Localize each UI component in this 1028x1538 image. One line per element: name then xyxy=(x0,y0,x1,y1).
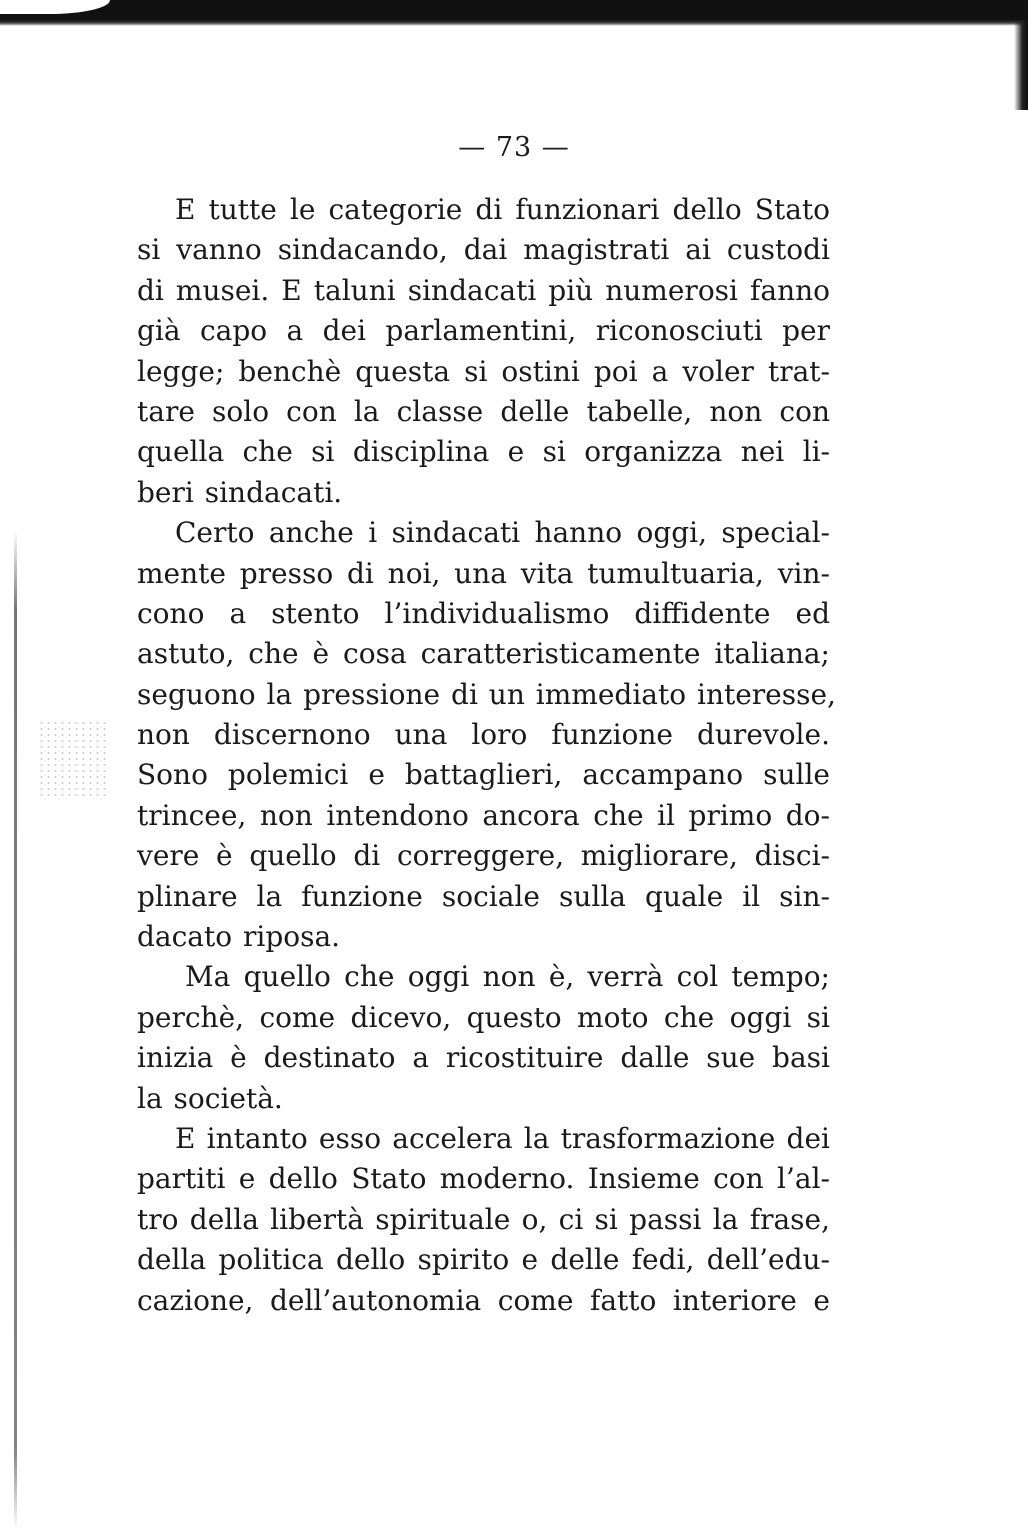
text-line: E tutte le categorie di funzionari dello Stato xyxy=(175,193,830,226)
text-line: cono a stento l’individualismo diffidente ed xyxy=(137,596,830,630)
text-line: di musei. E taluni sindacati più numerosi fanno xyxy=(137,273,830,307)
text-line: partiti e dello Stato moderno. Insieme con l’al- xyxy=(137,1162,830,1196)
text-line: vere è quello di correggere, migliorare, disci- xyxy=(137,839,830,873)
scan-right-edge xyxy=(1014,20,1028,110)
text-line: plinare la funzione sociale sulla quale il sin- xyxy=(137,879,830,913)
paragraph-3 xyxy=(137,957,830,1119)
text-line: beri sindacati. xyxy=(137,475,343,509)
text-line: tare solo con la classe delle tabelle, non con xyxy=(137,394,830,428)
text-line: dacato riposa. xyxy=(137,920,341,954)
text-line: Ma quello che oggi non è, verrà col tempo; xyxy=(185,960,830,994)
text-line: Sono polemici e battaglieri, accampano sulle xyxy=(137,758,830,792)
text-line: la società. xyxy=(137,1081,283,1115)
text-line: seguono la pressione di un immediato interesse, xyxy=(137,677,836,711)
text-line: perchè, come dicevo, questo moto che oggi si xyxy=(137,1000,830,1034)
text-line: si vanno sindacando, dai magistrati ai custodi xyxy=(137,233,830,267)
text-line: mente presso di noi, una vita tumultuaria, vin- xyxy=(137,556,830,590)
text-line: cazione, dell’autonomia come fatto interiore e xyxy=(137,1283,830,1317)
text-line: Certo anche i sindacati hanno oggi, special- xyxy=(175,516,830,550)
text-line: quella che si disciplina e si organizza nei li- xyxy=(137,435,830,469)
text-line: legge; benchè questa si ostini poi a voler trat- xyxy=(137,354,830,388)
text-line: tro della libertà spirituale o, ci si passi la frase, xyxy=(137,1202,830,1236)
paragraph-2 xyxy=(137,513,836,957)
scan-speckle xyxy=(38,720,108,800)
page-number: — 73 — xyxy=(458,132,570,163)
scan-left-edge xyxy=(14,530,17,1530)
text-line: astuto, che è cosa caratteristicamente italiana; xyxy=(137,637,830,671)
text-line: trincee, non intendono ancora che il primo do- xyxy=(137,798,830,832)
text-line: della politica dello spirito e delle fedi, dell’edu- xyxy=(137,1243,830,1277)
text-line: inizia è destinato a ricostituire dalle sue basi xyxy=(137,1041,830,1075)
text-line: non discernono una loro funzione durevole. xyxy=(137,718,830,752)
text-line: già capo a dei parlamentini, riconosciuti per xyxy=(137,314,830,348)
text-line: E intanto esso accelera la trasformazione dei xyxy=(175,1121,830,1155)
paragraph-1 xyxy=(137,190,830,513)
scan-top-border xyxy=(0,0,1028,26)
page-text xyxy=(137,190,836,1321)
paragraph-4 xyxy=(137,1119,830,1321)
